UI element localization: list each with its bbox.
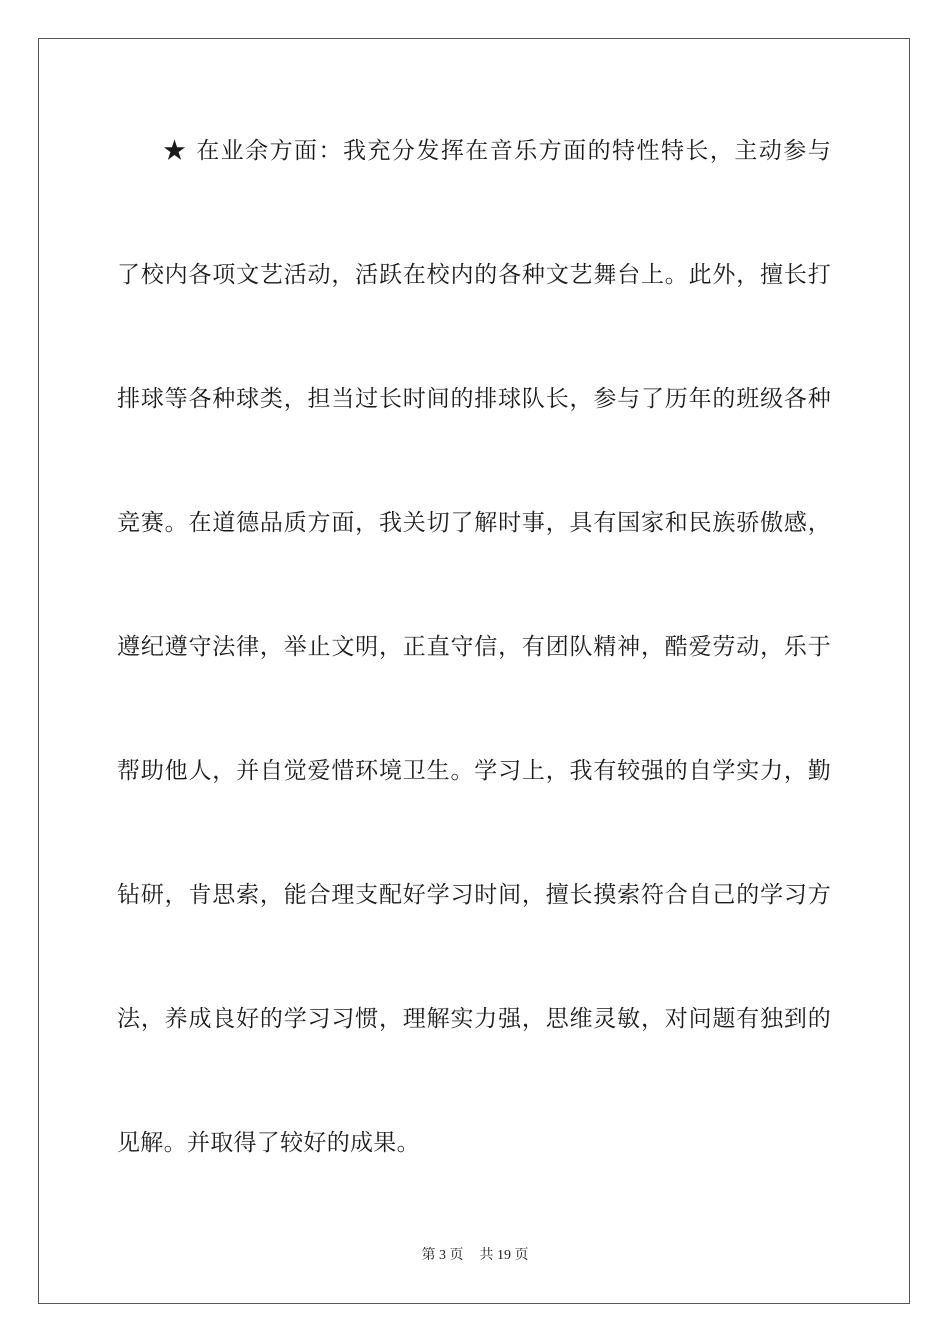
page-frame xyxy=(38,38,910,1304)
paragraph-line-3: 排球等各种球类，担当过长时间的排球队长，参与了历年的班级各种 xyxy=(117,386,831,412)
page-footer xyxy=(0,1247,950,1265)
paragraph-line-4: 竞赛。在道德品质方面，我关切了解时事，具有国家和民族骄傲感， xyxy=(117,510,831,536)
paragraph-line-1: ★ 在业余方面：我充分发挥在音乐方面的特性特长，主动参与 xyxy=(163,138,831,164)
page-total: 共 19 页 xyxy=(479,1248,529,1263)
paragraph-line-6: 帮助他人，并自觉爱惜环境卫生。学习上，我有较强的自学实力，勤 xyxy=(117,758,831,784)
paragraph-line-8: 法，养成良好的学习习惯，理解实力强，思维灵敏，对问题有独到的 xyxy=(117,1006,831,1032)
paragraph-line-7: 钻研，肯思索，能合理支配好学习时间，擅长摸索符合自己的学习方 xyxy=(117,882,831,908)
paragraph-line-9: 见解。并取得了较好的成果。 xyxy=(117,1130,420,1156)
page-number: 第 3 页 xyxy=(421,1248,464,1263)
paragraph-line-5: 遵纪遵守法律，举止文明，正直守信，有团队精神，酷爱劳动，乐于 xyxy=(117,634,831,660)
paragraph-line-2: 了校内各项文艺活动，活跃在校内的各种文艺舞台上。此外，擅长打 xyxy=(117,262,831,288)
